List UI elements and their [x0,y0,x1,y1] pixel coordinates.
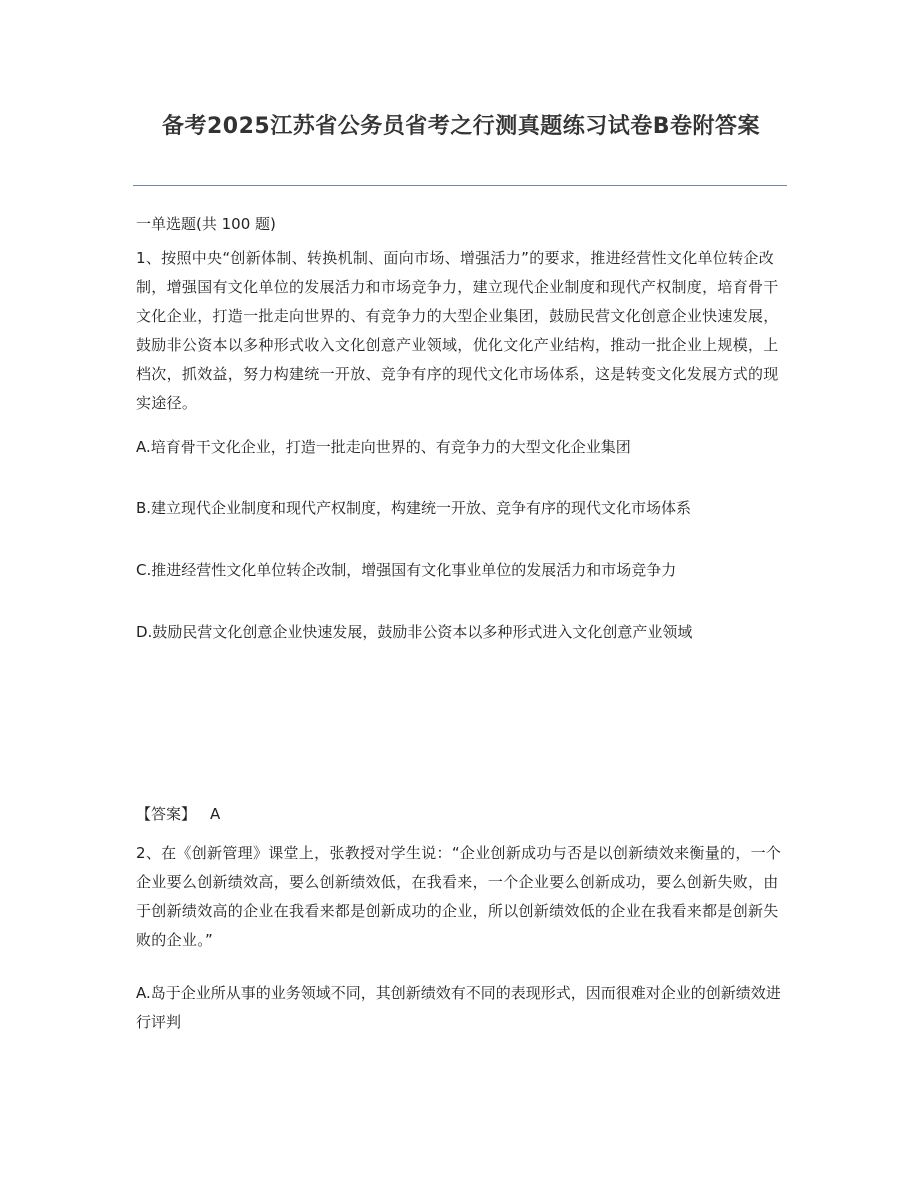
question-2-option-a: A.岛于企业所从事的业务领域不同，其创新绩效有不同的表现形式，因而很难对企业的创新绩效进行评判 [136,984,781,1031]
section-heading: 一单选题(共 100 题) [136,215,276,233]
question-1-option-b: B.建立现代企业制度和现代产权制度，构建统一开放、竞争有序的现代文化市场体系 [136,499,692,517]
answer-value: A [210,805,221,823]
answer-1 [136,800,786,829]
question-1-stem: 1、按照中央“创新体制、转换机制、面向市场、增强活力”的要求，推进经营性文化单位转企改制，增强国有文化单位的发展活力和市场竞争力，建立现代企业制度和现代产权制度，培育骨干文化企业，打造一批走向世界的、有竞争力的大型企业集团，鼓励民营文化创意企业快速发展，鼓励非公资本以多种形式收入文化创意产业领域，优化文化产业结构，推动一批企业上规模，上档次，抓效益，努力构建统一开放、竞争有序的现代文化市场体系，这是转变文化发展方式的现实途径。 [136,249,779,412]
question-1-option-a: A.培育骨干文化企业，打造一批走向世界的、有竞争力的大型文化企业集团 [136,438,631,456]
answer-label: 【答案】 [136,805,197,823]
question-1-option-c: C.推进经营性文化单位转企改制，增强国有文化事业单位的发展活力和市场竞争力 [136,561,677,579]
question-1-option-d: D.鼓励民营文化创意企业快速发展，鼓励非公资本以多种形式进入文化创意产业领域 [136,623,693,641]
question-2-stem: 2、在《创新管理》课堂上，张教授对学生说：“企业创新成功与否是以创新绩效来衡量的，一个企业要么创新绩效高，要么创新绩效低，在我看来，一个企业要么创新成功，要么创新失败，由于创新绩效高的企业在我看来都是创新成功的企业，所以创新绩效低的企业在我看来都是创新失败的企业。” [136,844,782,949]
document-title: 备考2025江苏省公务员省考之行测真题练习试卷B卷附答案 [161,114,760,139]
title-divider [133,185,787,186]
